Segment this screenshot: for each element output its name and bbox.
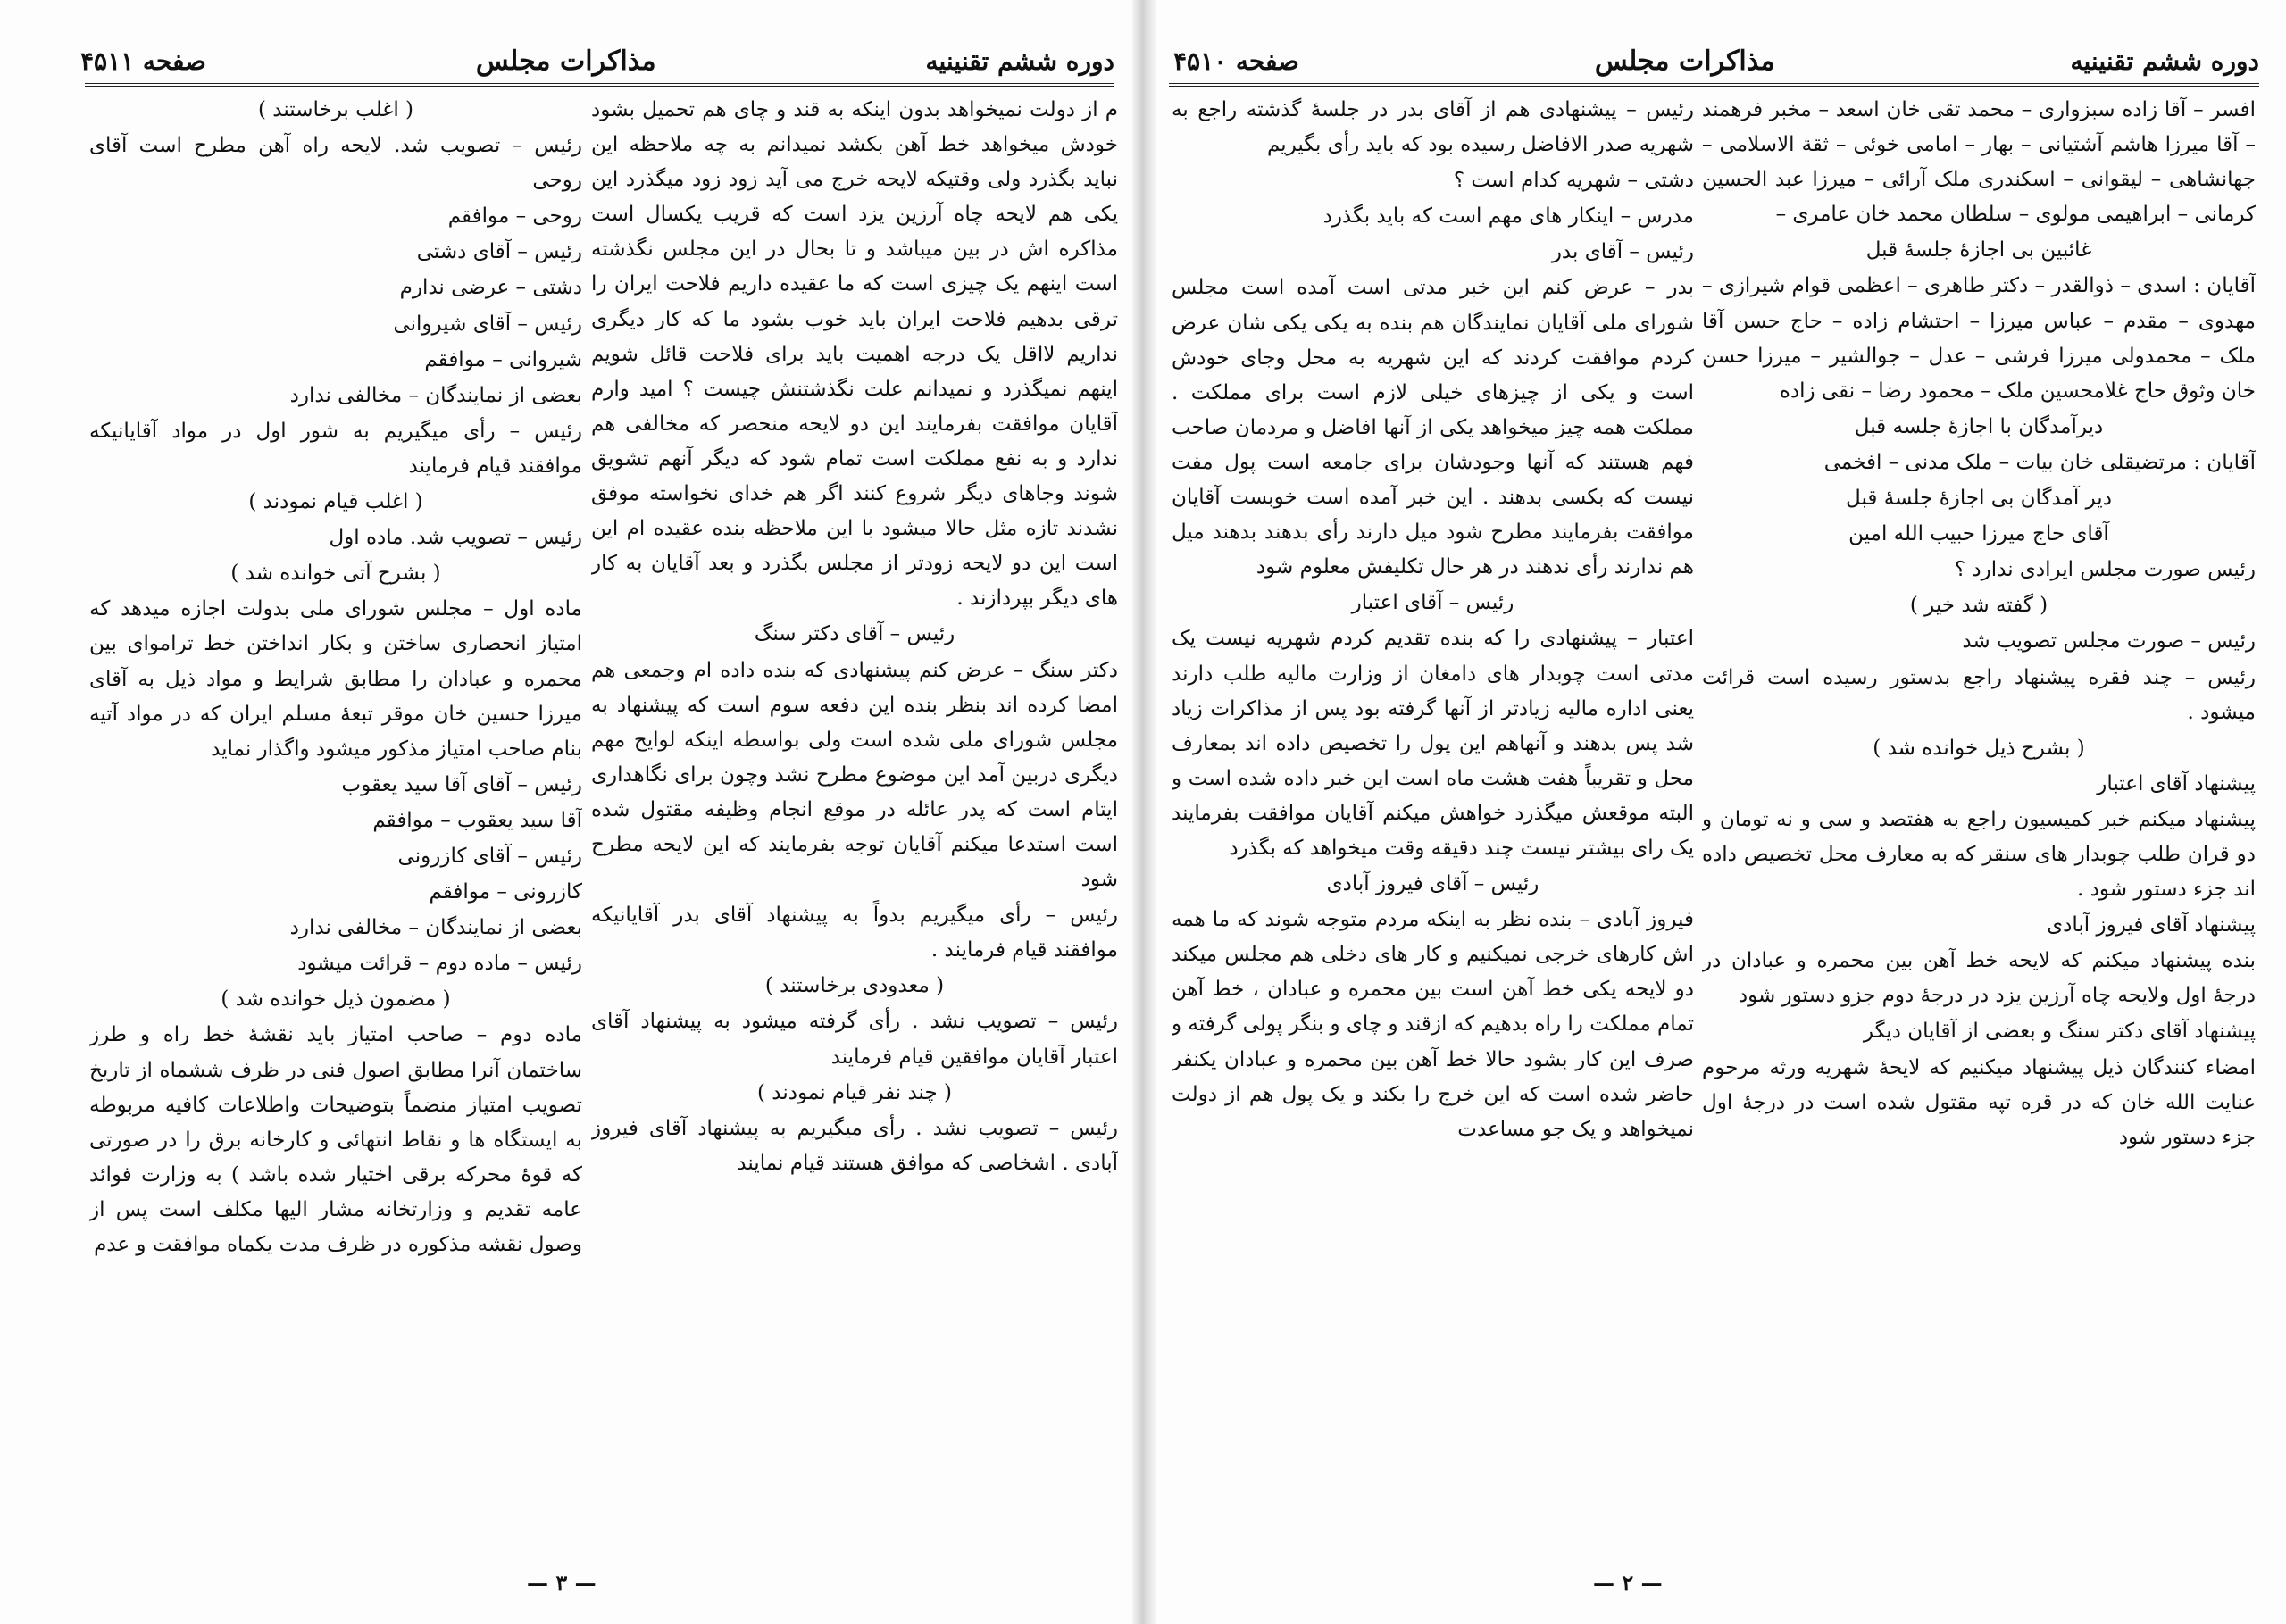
right-page <box>1156 0 2286 1624</box>
section-heading: غائبین بی اجازهٔ جلسهٔ قبل <box>1865 238 2092 262</box>
section-heading: دیرآمدگان با اجازهٔ جلسه قبل <box>1854 414 2104 438</box>
section-heading: پیشنهاد آقای فیروز آبادی <box>2047 913 2256 937</box>
paragraph: رئیس – رأی میگیریم به شور اول در مواد آقایانیکه موافقند قیام فرمایند <box>89 419 582 478</box>
running-title: مذاکرات مجلس <box>475 45 656 77</box>
speaker-line: دشتی – شهریه کدام است ؟ <box>1453 169 1694 193</box>
paragraph: رئیس – تصویب نشد . رأی میگیریم به پیشنهاد آقای فیروز آبادی . اشخاصی که موافق هستند قیام نمایند <box>591 1116 1118 1175</box>
paragraph: رئیس – تصویب نشد . رأی گرفته میشود به پیشنهاد آقای اعتبار آقایان موافقین قیام فرمایند <box>591 1010 1118 1069</box>
paragraph: بدر – عرض کنم این خبر مدتی است آمده است مجلس شورای ملی آقایان نمایندگان هم بنده به یکی یکی شان عرض کردم موافقت کردند که این شهریه به محل وجای خودش است و یکی از چیزهای خیلی لازم است برای مملکت . مملکت همه چیز میخواهد یکی از آنها افاضل و مردمان صاحب فهم هستند که آنها وجودشان برای جامعه است پول مفت نیست که بکسی بدهند . این خبر آمده است خوبست آقایان موافقت بفرمایند مطرح شود میل دارند رأی بدهند بدهند میل هم ندارند رأی ندهند در هر حال تکلیفش معلوم شود <box>1172 276 1694 579</box>
speaker-line: شیروانی – موافقم <box>424 347 582 371</box>
speaker-line: آقا سید یعقوب – موافقم <box>372 808 582 832</box>
stage-direction: ( بشرح ذیل خوانده شد ) <box>1873 736 2085 760</box>
speaker-line: مدرس – اینکار های مهم است که باید بگذرد <box>1322 204 1694 229</box>
stage-direction: ( گفته شد خیر ) <box>1909 594 2048 618</box>
session-label: دوره ششم تقنینیه <box>925 46 1114 76</box>
speaker-line: رئیس صورت مجلس ایرادی ندارد ؟ <box>1954 558 2256 582</box>
header-rule <box>1169 83 2259 87</box>
paragraph: دکتر سنگ – عرض کنم پیشنهادی که بنده داده ام وجمعی هم امضا کرده اند بنظر بنده این دفعه سوم است که پیشنهاد به مجلس شورای ملی شده است ولی بواسطه اینکه لوایح مهم دیگری دربین آمد این موضوع مطرح نشد وچون برای نگاهداری ایتام است که پدر عائله در موقع انجام وظیفه مقتول شده است استدعا میکنم آقایان توجه بفرمایند که این لایحه مطرح شود <box>591 658 1118 892</box>
stage-direction: ( معدودی برخاستند ) <box>764 974 945 998</box>
text-column-right <box>1702 93 2256 1539</box>
text-column-right <box>591 93 1118 1539</box>
page-number-label: صفحه ۴۵۱۰ <box>1173 46 1299 76</box>
speaker-line: کازرونی – موافقم <box>429 880 582 904</box>
paragraph: ماده دوم – صاحب امتیاز باید نقشهٔ خط راه و طرز ساختمان آنرا مطابق اصول فنی در ظرف ششماه از تاریخ تصویب امتیاز منضماً بتوضیحات واطلاعات کافیه مربوطه به ایستگاه ها و نقاط انتهائی و کارخانه برق را در صورتی که قوهٔ محرکه برقی اختیار شده باشد ) به وزارت فوائد عامه تقدیم و وزارتخانه مشار الیها مکلف است پس از وصول نقشه مذکوره در ظرف مدت یکماه موافقت و عدم <box>89 1023 582 1256</box>
paragraph: رئیس – رأی میگیریم بدواً به پیشنهاد آقای بدر آقایانیکه موافقند قیام فرمایند . <box>591 904 1118 962</box>
speaker-line: رئیس – آقای دکتر سنگ <box>754 622 955 646</box>
stage-direction: ( مضمون ذیل خوانده شد ) <box>221 987 451 1012</box>
speaker-line: رئیس – صورت مجلس تصویب شد <box>1962 629 2256 654</box>
page-header <box>1173 41 2259 80</box>
paragraph: رئیس – تصویب شد. لایحه راه آهن مطرح است آقای روحی <box>89 134 582 193</box>
session-label: دوره ششم تقنینیه <box>2070 46 2259 76</box>
speaker-line: رئیس – آقای فیروز آبادی <box>1326 872 1539 896</box>
speaker-line: روحی – موافقم <box>447 204 582 229</box>
speaker-line: رئیس – ماده دوم – قرائت میشود <box>297 952 582 976</box>
speaker-line: دشتی – عرضی ندارم <box>399 276 582 300</box>
speaker-line: رئیس – آقای کازرونی <box>397 844 582 868</box>
folio-number: — ۳ — <box>527 1570 597 1595</box>
header-rule <box>85 83 1114 87</box>
page-header <box>80 41 1114 80</box>
paragraph: امضاء کنندگان ذیل پیشنهاد میکنیم که لایحهٔ شهریه ورثه مرحوم عنایت الله خان که در قره تپه مقتول شده است در درجهٔ اول جزء دستور شود <box>1702 1055 2256 1149</box>
page-number-label: صفحه ۴۵۱۱ <box>80 46 206 76</box>
folio-number: — ۲ — <box>1593 1570 1663 1595</box>
paragraph: م از دولت نمیخواهد بدون اینکه به قند و چای هم تحمیل بشود خودش میخواهد خط آهن بکشد نمیدانم به چه ملاحظه این نباید بگذرد ولی وقتیکه لایحه خرج می آید زود زود میگذرد این یکی هم لایحه چاه آرزین یزد است که قریب یکسال است مذاکره اش در بین میباشد و تا بحال در این مجلس نگذشته است اینهم یک چیزی است که ما عقیده داریم فلاحت ایران را ترقی بدهیم فلاحت ایران باید خوب بشود ما که کار دیگری نداریم لااقل یک درجه اهمیت باید برای فلاحت قائل شویم اینهم نمیگذرد و نمیدانم علت نگذشتنش چیست ؟ امید وارم آقایان موافقت بفرمایند این دو لایحه منحصر که مخالفی هم ندارد و به نفع مملکت است تمام شود که دیگر آنهم تشویق شوند وجاهای دیگر شروع کنند اگر هم خدای نخواسته موفق نشدند تازه مثل حالا میشود با این ملاحظه بنده عقیده ام این است این دو لایحه زودتر از مجلس بگذرد و بعد آقایان به کار های دیگر بپردازند . <box>591 98 1118 611</box>
paragraph: رئیس – پیشنهادی هم از آقای بدر در جلسهٔ گذشته راجع به شهریه صدر الافاضل رسیده بود که باید رأی بگیریم <box>1172 98 1694 157</box>
book-gutter <box>1132 0 1156 1624</box>
paragraph: آقایان : مرتضیقلی خان بیات – ملک مدنی – افخمی <box>1823 450 2256 474</box>
paragraph: ماده اول – مجلس شورای ملی بدولت اجازه میدهد که امتیاز انحصاری ساختن و بکار انداختن خط تراموای بین محمره و عبادان را مطابق شرایط و مواد ذیل به آقای میرزا حسین خان موقر تبعهٔ مسلم ایران که در مواد آتیه بنام صاحب امتیاز مذکور میشود واگذار نماید <box>89 597 582 761</box>
paragraph: فیروز آبادی – بنده نظر به اینکه مردم متوجه شوند که ما همه اش کارهای خرجی نمیکنیم و کار های دخلی هم مجلس میکند دو لایحه یکی خط آهن است بین محمره و عبادان ، خط آهن تمام مملکت را راه بدهیم که ازقند و چای و بنگر پولی گرفته و صرف این کار بشود حالا خط آهن بین محمره و عبادان یکنفر حاضر شده است که این خرج را بکند و یک پول هم از دولت نمیخواهد و یک جو مساعدت <box>1172 908 1694 1141</box>
left-page <box>0 0 1132 1624</box>
speaker-line: بعضی از نمایندگان – مخالفی ندارد <box>289 916 582 940</box>
speaker-line: رئیس – آقای شیروانی <box>393 312 582 336</box>
paragraph: آقایان : اسدی – ذوالقدر – دکتر طاهری – اعظمی قوام شیرازی – مهدوی – مقدم – عباس میرزا – احتشام زاده – حاج حسن آقا ملک – محمدولی میرزا فرشی – عدل – جوالشیر – میرزا حسن خان وثوق حاج غلامحسین ملک – محمود رضا – نقی زاده <box>1702 274 2256 403</box>
running-title: مذاکرات مجلس <box>1594 45 1775 77</box>
text-column-left <box>1172 93 1694 1539</box>
paragraph: بنده پیشنهاد میکنم که لایحه خط آهن بین محمره و عبادان در درجهٔ اول ولایحه چاه آرزین یزد در درجهٔ دوم جزو دستور شود <box>1702 949 2256 1008</box>
paragraph: رئیس – چند فقره پیشنهاد راجع بدستور رسیده است قرائت میشود . <box>1702 665 2256 724</box>
stage-direction: ( چند نفر قیام نمودند ) <box>757 1080 952 1104</box>
speaker-line: رئیس – آقای بدر <box>1551 240 1694 264</box>
stage-direction: ( اغلب برخاستند ) <box>257 98 414 121</box>
section-heading: پیشنهاد آقای دکتر سنگ و بعضی از آقایان دیگر <box>1863 1020 2256 1044</box>
paragraph: اعتبار – پیشنهادی را که بنده تقدیم کردم شهریه نیست یک مدتی است چوبدار های دامغان از وزارت مالیه طلب دارند یعنی اداره مالیه زیادتر از آنها گرفته بود پس از مذاکرات زیاد شد پس بدهند و آنهاهم این پول را تخصیص داده اند بمعارف محل و تقریباً هفت هشت ماه است این خبر داده شده است و البته موقعش میگذرد خواهش میکنم آقایان موافقت بفرمایند یک رای بیشتر نیست چند دقیقه وقت میخواهد که بگذرد <box>1172 627 1694 860</box>
section-heading: دیر آمدگان بی اجازهٔ جلسهٔ قبل <box>1846 487 2112 511</box>
paragraph: پیشنهاد میکنم خبر کمیسیون راجع به هفتصد و سی و نه تومان و دو قران طلب چوبدار های سنقر که به معارف محل تخصیص داده اند جزء دستور شود . <box>1702 807 2256 902</box>
paragraph: آقای حاج میرزا حبیب الله امین <box>1848 522 2109 546</box>
paragraph: افسر – آقا زاده سبزواری – محمد تقی خان اسعد – مخبر فرهمند – آقا میرزا هاشم آشتیانی – بهار – امامی خوئی – ثقة الاسلامی – جهانشاهی – لیقوانی – اسکندری ملک آرائی – میرزا عبد الحسین کرمانی – ابراهیمی مولوی – سلطان محمد خان عامری – <box>1702 98 2256 227</box>
speaker-line: بعضی از نمایندگان – مخالفی ندارد <box>289 383 582 407</box>
text-column-left <box>89 93 582 1539</box>
stage-direction: ( اغلب قیام نمودند ) <box>248 490 423 514</box>
section-heading: پیشنهاد آقای اعتبار <box>2097 771 2256 795</box>
speaker-line: رئیس – آقای آقا سید یعقوب <box>341 772 582 796</box>
speaker-line: رئیس – آقای اعتبار <box>1351 591 1514 615</box>
speaker-line: رئیس – تصویب شد. ماده اول <box>329 526 582 550</box>
speaker-line: رئیس – آقای دشتی <box>416 240 582 264</box>
stage-direction: ( بشرح آتی خوانده شد ) <box>230 562 441 586</box>
